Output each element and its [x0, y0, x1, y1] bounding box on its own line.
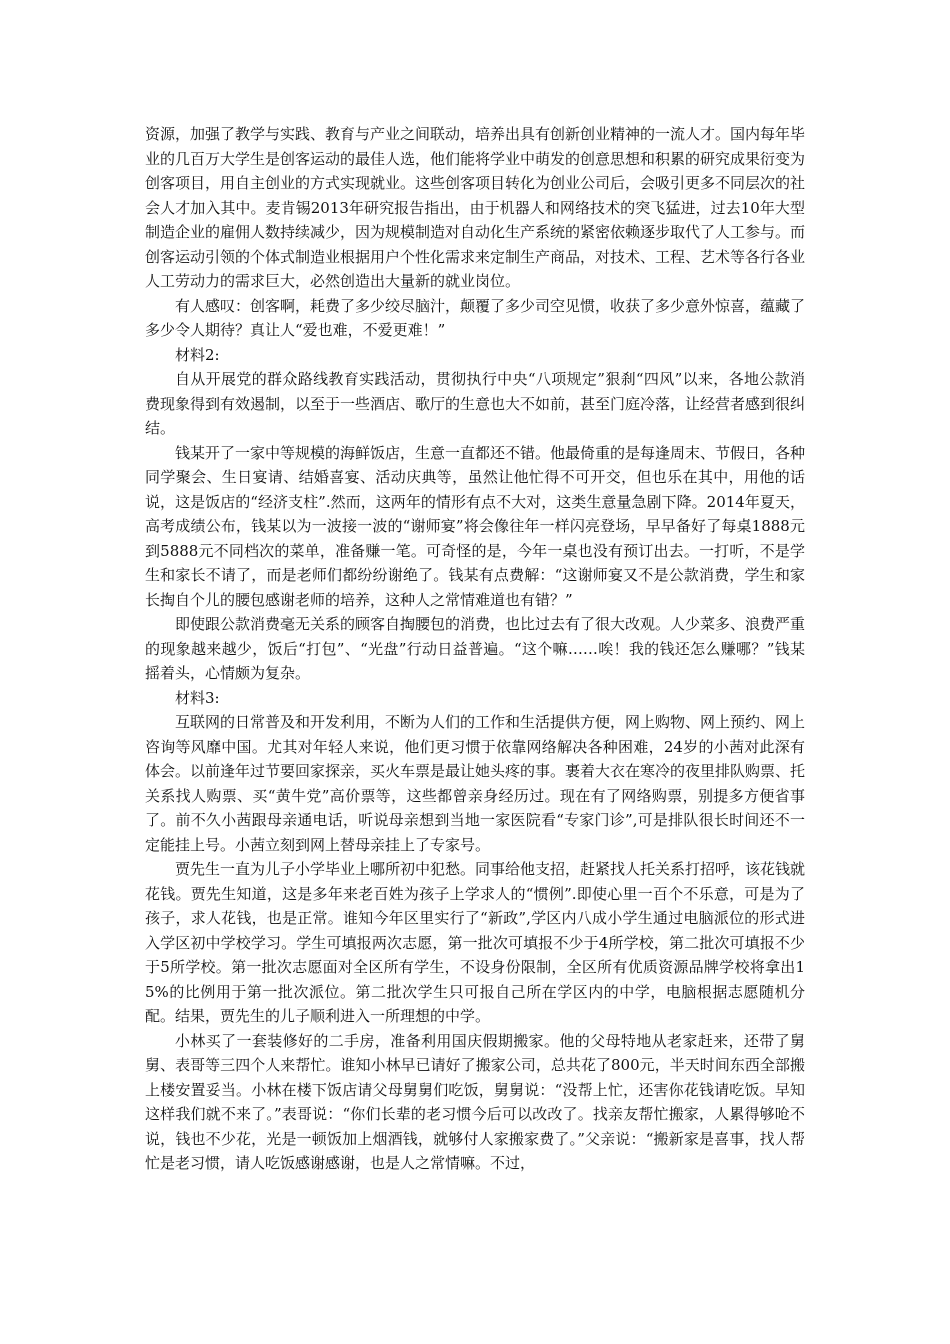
paragraph-school-assignment: 贾先生一直为儿子小学毕业上哪所初中犯愁。同事给他支招，赶紧找人托关系打招呼，该花钱就花钱。贾先生知道，这是多年来老百姓为孩子上学求人的“惯例”.即使心里一百个不乐意，可是为了孩子，求人花钱，也是正常。谁知今年区里实行了“新政”,学区内八成小学生通过电脑派位的形式进入学区初中学校学习。学生可填报两次志愿，第一批次可填报不少于4所学校，第二批次可填报不少于5所学校。第一批次志愿面对全区所有学生，不设身份限制，全区所有优质资源品牌学校将拿出15%的比例用于第一批次派位。第二批次学生只可报自己所在学区内的中学，电脑根据志愿随机分配。结果，贾先生的儿子顺利进入一所理想的中学。	[145, 860, 806, 1025]
paragraph-consumption-change: 即使跟公款消费毫无关系的顾客自掏腰包的消费，也比过去有了很大改观。人少菜多、浪费严重的现象越来越少，饭后“打包”、“光盘”行动日益普遍。“这个嘛……唉！我的钱还怎么赚哪？”钱某摇着头，心情颇为复杂。	[145, 615, 806, 682]
paragraph-creator-sigh: 有人感叹：创客啊，耗费了多少绞尽脑汁，颠覆了多少司空见惯，收获了多少意外惊喜，蕴藏了多少令人期待？真让人“爱也难，不爱更难！”	[145, 296, 806, 339]
material-2-heading: 材料2:	[175, 345, 220, 364]
paragraph-internet-convenience: 互联网的日常普及和开发利用，不断为人们的工作和生活提供方便，网上购物、网上预约、网上咨询等风靡中国。尤其对年轻人来说，他们更习惯于依靠网络解决各种困难，24岁的小茜对此深有体会。以前逢年过节要回家探亲，买火车票是最让她头疼的事。裹着大衣在寒冷的夜里排队购票、托关系找人购票、买“黄牛党”高价票等，这些都曾亲身经历过。现在有了网络购票，别提多方便省事了。前不久小茜跟母亲通电话，听说母亲想到当地一家医院看“专家门诊”,可是排队很长时间还不一定能挂上号。小茜立刻到网上替母亲挂上了专家号。	[145, 713, 806, 854]
material-3-heading: 材料3:	[175, 688, 220, 707]
paragraph-continuation: 资源，加强了教学与实践、教育与产业之间联动，培养出具有创新创业精神的一流人才。国内每年毕业的几百万大学生是创客运动的最佳人选，他们能将学业中萌发的创意思想和积累的研究成果衍变为创客项目，用自主创业的方式实现就业。这些创客项目转化为创业公司后，会吸引更多不同层次的社会人才加入其中。麦肯锡2013年研究报告指出，由于机器人和网络技术的突飞猛进，过去10年大型制造企业的雇佣人数持续减少，因为规模制造对自动化生产系统的紧密依赖逐步取代了人工参与。而创客运动引领的个体式制造业根据用户个性化需求来定制生产商品，对技术、工程、艺术等各行各业人工劳动力的需求巨大，必然创造出大量新的就业岗位。	[145, 125, 806, 290]
paragraph-seafood-restaurant: 钱某开了一家中等规模的海鲜饭店，生意一直都还不错。他最倚重的是每逢周末、节假日，各种同学聚会、生日宴请、结婚喜宴、活动庆典等，虽然让他忙得不可开交，但也乐在其中，用他的话说，这是饭店的“经济支柱”.然而，这两年的情形有点不大对，这类生意量急剧下降。2014年夏天，高考成绩公布，钱某以为一波接一波的“谢师宴”将会像往年一样闪亮登场，早早备好了每桌1888元到5888元不同档次的菜单，准备赚一笔。可奇怪的是，今年一桌也没有预订出去。一打听，不是学生和家长不请了，而是老师们都纷纷谢绝了。钱某有点费解：“这谢师宴又不是公款消费，学生和家长掏自个儿的腰包感谢老师的培养，这种人之常情难道也有错？”	[145, 443, 806, 609]
paragraph-public-spending: 自从开展党的群众路线教育实践活动，贯彻执行中央“八项规定”狠刹“四风”以来，各地公款消费现象得到有效遏制，以至于一些酒店、歌厅的生意也大不如前，甚至门庭冷落，让经营者感到很纠结。	[145, 370, 806, 437]
document-page	[145, 122, 805, 1176]
paragraph-moving-house: 小林买了一套装修好的二手房，准备利用国庆假期搬家。他的父母特地从老家赶来，还带了舅舅、表哥等三四个人来帮忙。谁知小林早已请好了搬家公司，总共花了800元，半天时间东西全部搬上楼安置妥当。小林在楼下饭店请父母舅舅们吃饭，舅舅说：“没帮上忙，还害你花钱请吃饭。早知这样我们就不来了。”表哥说：“你们长辈的老习惯今后可以改改了。找亲友帮忙搬家，人累得够呛不说，钱也不少花，光是一顿饭加上烟酒钱，就够付人家搬家费了。”父亲说：“搬新家是喜事，找人帮忙是老习惯，请人吃饭感谢感谢，也是人之常情嘛。不过，	[145, 1031, 805, 1172]
